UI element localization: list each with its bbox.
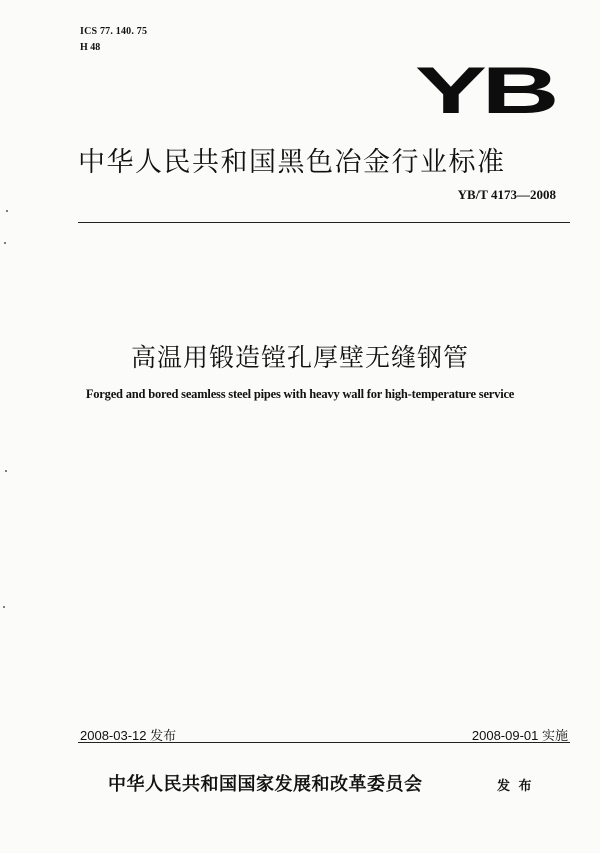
scan-speck xyxy=(3,606,5,608)
scan-speck xyxy=(6,210,8,212)
standard-code: YB/T 4173—2008 xyxy=(457,187,556,202)
publish-label: 发 布 xyxy=(497,779,534,794)
ics-code: ICS 77. 140. 75 xyxy=(80,26,148,37)
scan-speck xyxy=(5,470,7,472)
bottom-divider xyxy=(78,742,570,743)
scan-speck xyxy=(4,242,6,244)
document-title-english: Forged and bored seamless steel pipes with heavy wall for high-temperature service xyxy=(85,387,515,401)
standard-organization-title: 中华人民共和国黑色冶金行业标准 xyxy=(78,147,506,178)
category-code: H 48 xyxy=(80,42,101,53)
document-title-chinese: 高温用锻造镗孔厚壁无缝钢管 xyxy=(130,343,469,372)
issue-date: 2008-03-12 发布 xyxy=(80,728,177,743)
publisher-name: 中华人民共和国国家发展和改革委员会 xyxy=(108,774,423,795)
top-divider xyxy=(78,222,570,223)
yb-logo: YB xyxy=(414,53,554,127)
implementation-date: 2008-09-01 实施 xyxy=(471,728,568,743)
